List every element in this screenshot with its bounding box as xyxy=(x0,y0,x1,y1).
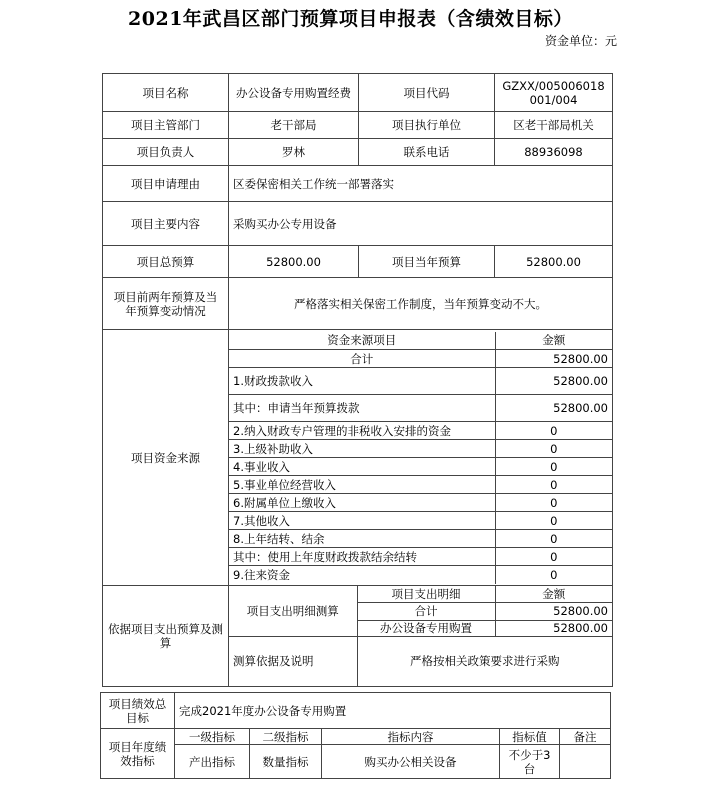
code-value: GZXX/005006018001/004 xyxy=(495,74,613,112)
performance-table xyxy=(100,692,611,779)
expense-header-item: 项目支出明细 xyxy=(357,586,495,602)
phone-value: 88936098 xyxy=(495,139,613,166)
indicator-note xyxy=(560,745,611,779)
expense-header-amount: 金额 xyxy=(495,586,612,602)
phone-label: 联系电话 xyxy=(359,139,495,166)
year-indicator-label: 项目年度绩效指标 xyxy=(101,729,175,779)
funding-row: 4.事业收入 xyxy=(229,458,495,476)
code-label: 项目代码 xyxy=(359,74,495,112)
funding-row: 合计 xyxy=(229,350,495,368)
reason-label: 项目申请理由 xyxy=(103,166,229,202)
expense-amount: 52800.00 xyxy=(495,620,612,636)
funding-row: 8.上年结转、结余 xyxy=(229,530,495,548)
owner-value: 罗林 xyxy=(229,139,359,166)
funding-header-item: 资金来源项目 xyxy=(229,332,495,350)
funding-amount: 0 xyxy=(495,512,612,530)
year-budget-value: 52800.00 xyxy=(495,246,613,278)
basis-label: 测算依据及说明 xyxy=(229,636,357,686)
total-value: 52800.00 xyxy=(229,246,359,278)
change-value: 严格落实相关保密工作制度，当年预算变动不大。 xyxy=(229,278,613,330)
indicator-level2: 数量指标 xyxy=(250,745,322,779)
funding-amount: 52800.00 xyxy=(495,395,612,422)
funding-row: 3.上级补助收入 xyxy=(229,440,495,458)
funding-row: 2.纳入财政专户管理的非税收入安排的资金 xyxy=(229,422,495,440)
funding-amount: 52800.00 xyxy=(495,368,612,395)
header-value: 指标值 xyxy=(500,729,560,745)
total-label: 项目总预算 xyxy=(103,246,229,278)
funding-row: 9.往来资金 xyxy=(229,566,495,584)
funding-table xyxy=(229,332,612,584)
dept-label: 项目主管部门 xyxy=(103,112,229,139)
header-content: 指标内容 xyxy=(322,729,500,745)
funding-amount: 0 xyxy=(495,458,612,476)
header-level2: 二级指标 xyxy=(250,729,322,745)
goal-value: 完成2021年度办公设备专用购置 xyxy=(175,693,611,729)
expense-amount: 52800.00 xyxy=(495,602,612,620)
owner-label: 项目负责人 xyxy=(103,139,229,166)
currency-unit: 资金单位：元 xyxy=(544,34,617,48)
project-table xyxy=(102,73,613,687)
indicator-content: 购买办公相关设备 xyxy=(322,745,500,779)
funding-header-amount: 金额 xyxy=(495,332,612,350)
expense-row: 合计 xyxy=(357,602,495,620)
funding-amount: 0 xyxy=(495,548,612,566)
name-value: 办公设备专用购置经费 xyxy=(229,74,359,112)
expense-table xyxy=(229,586,612,686)
year-budget-label: 项目当年预算 xyxy=(359,246,495,278)
funding-amount: 0 xyxy=(495,440,612,458)
expense-label: 依据项目支出预算及测算 xyxy=(103,586,229,687)
indicator-level1: 产出指标 xyxy=(175,745,250,779)
funding-amount: 0 xyxy=(495,476,612,494)
content-label: 项目主要内容 xyxy=(103,202,229,246)
name-label: 项目名称 xyxy=(103,74,229,112)
indicator-value: 不少于3台 xyxy=(500,745,560,779)
funding-row: 其中：申请当年预算拨款 xyxy=(229,395,495,422)
funding-row: 其中：使用上年度财政拨款结余结转 xyxy=(229,548,495,566)
funding-row: 6.附属单位上缴收入 xyxy=(229,494,495,512)
expense-row: 办公设备专用购置 xyxy=(357,620,495,636)
content-value: 采购买办公专用设备 xyxy=(229,202,613,246)
funding-row: 1.财政拨款收入 xyxy=(229,368,495,395)
expense-detail-label: 项目支出明细测算 xyxy=(229,586,357,636)
funding-amount: 52800.00 xyxy=(495,350,612,368)
funding-row: 7.其他收入 xyxy=(229,512,495,530)
funding-amount: 0 xyxy=(495,566,612,584)
page-title: 2021年武昌区部门预算项目申报表（含绩效目标） xyxy=(128,8,573,30)
dept-value: 老干部局 xyxy=(229,112,359,139)
change-label: 项目前两年预算及当年预算变动情况 xyxy=(103,278,229,330)
exec-value: 区老干部局机关 xyxy=(495,112,613,139)
reason-value: 区委保密相关工作统一部署落实 xyxy=(229,166,613,202)
basis-value: 严格按相关政策要求进行采购 xyxy=(357,636,612,686)
funding-amount: 0 xyxy=(495,530,612,548)
funding-row: 5.事业单位经营收入 xyxy=(229,476,495,494)
header-note: 备注 xyxy=(560,729,611,745)
funding-amount: 0 xyxy=(495,494,612,512)
funding-label: 项目资金来源 xyxy=(103,330,229,586)
funding-amount: 0 xyxy=(495,422,612,440)
header-level1: 一级指标 xyxy=(175,729,250,745)
goal-label: 项目绩效总目标 xyxy=(101,693,175,729)
exec-label: 项目执行单位 xyxy=(359,112,495,139)
